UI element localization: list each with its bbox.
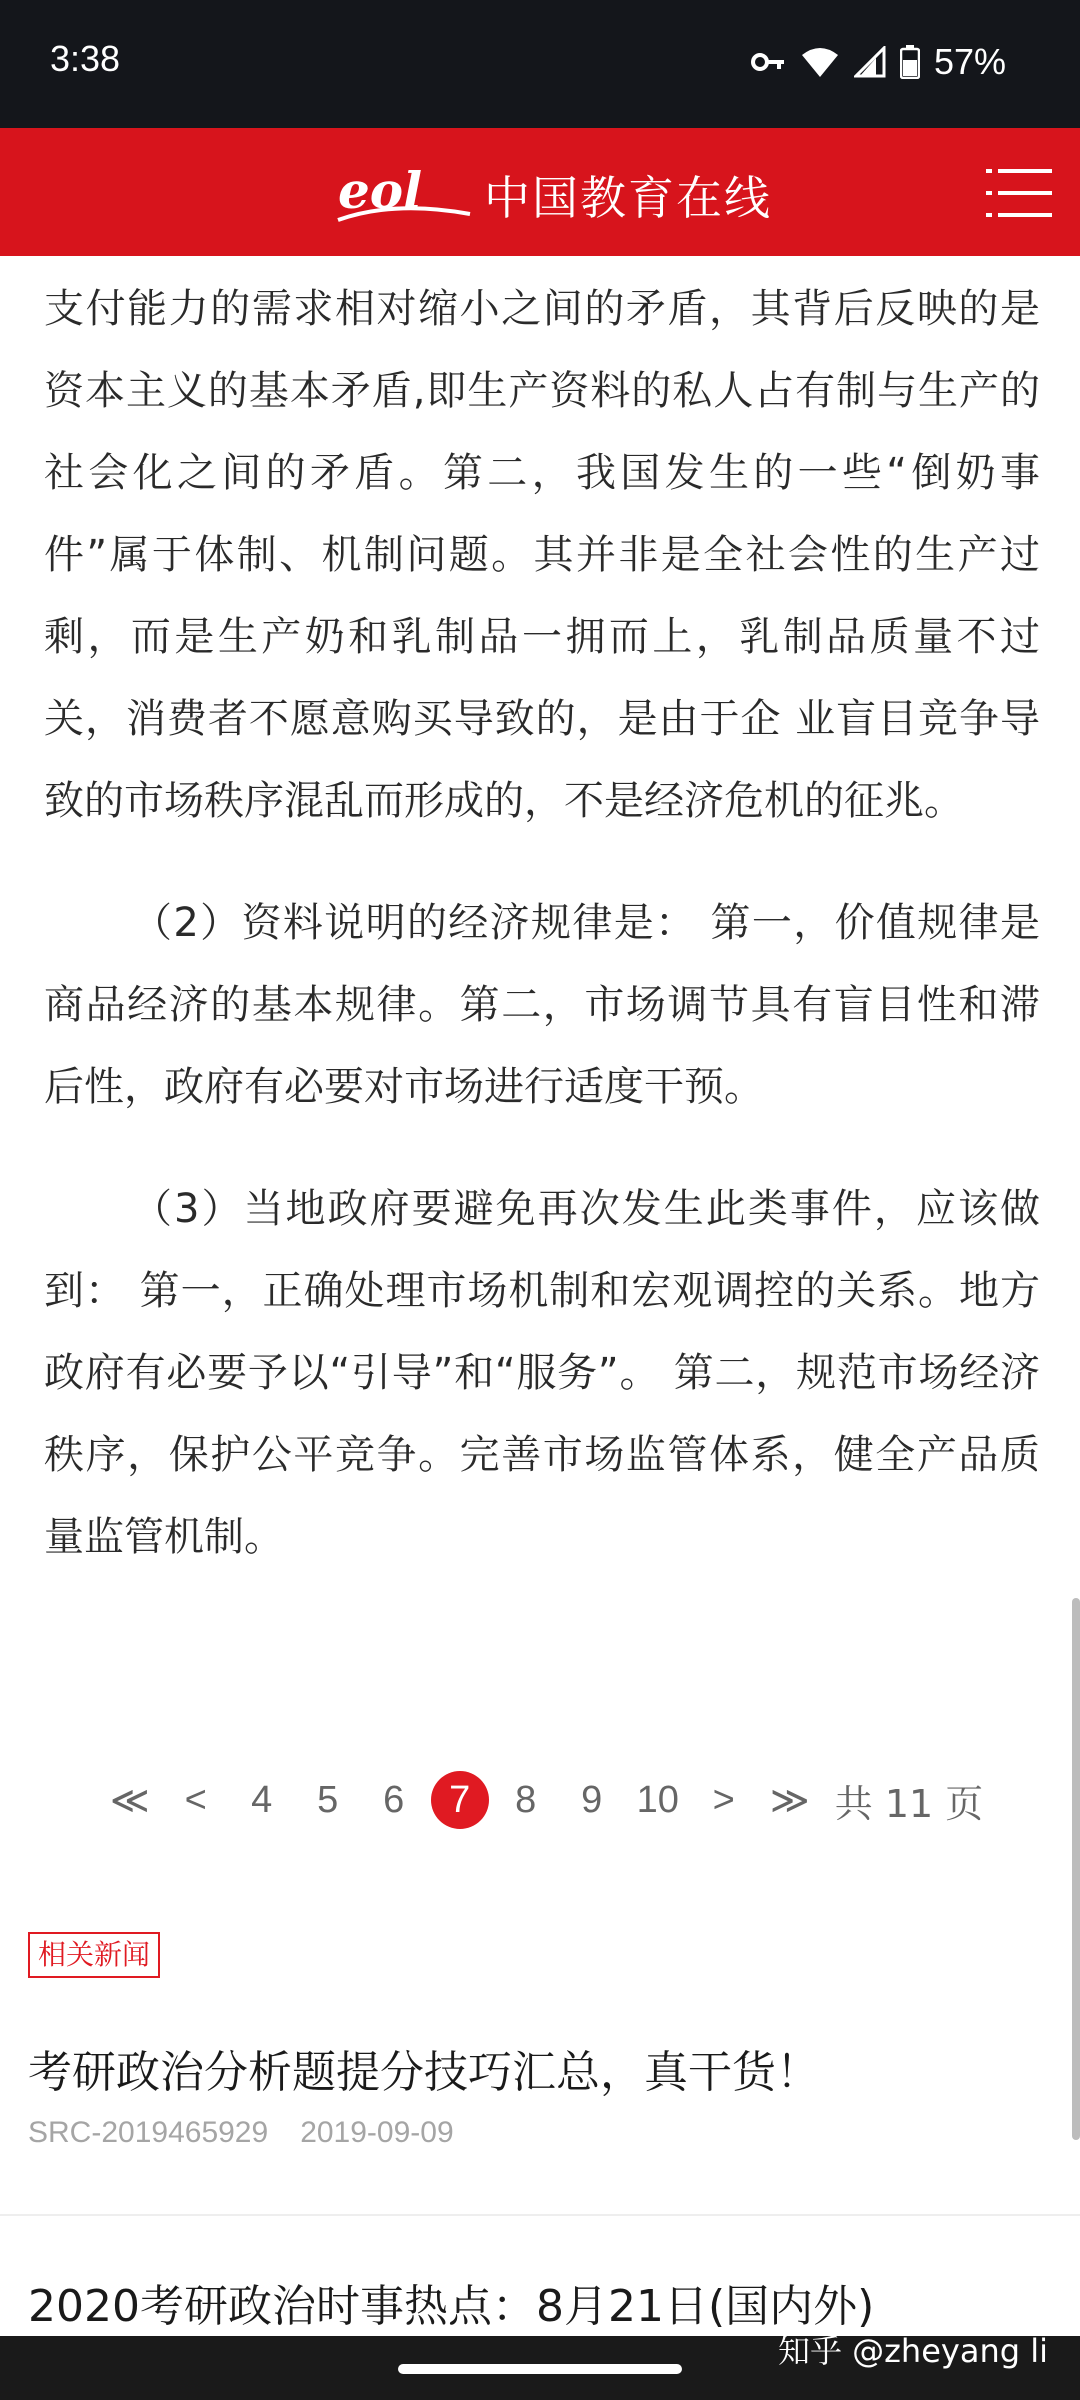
- cell-signal-icon: [854, 46, 886, 78]
- prev-page-button[interactable]: <: [184, 1778, 207, 1821]
- current-page[interactable]: 7: [431, 1771, 489, 1829]
- news-item[interactable]: [28, 2036, 1052, 2150]
- page-link[interactable]: 8: [515, 1778, 537, 1821]
- page-link[interactable]: 5: [317, 1778, 339, 1821]
- first-page-button[interactable]: ≪: [109, 1779, 150, 1822]
- news-title[interactable]: 考研政治分析题提分技巧汇总，真干货！: [28, 2047, 820, 2098]
- article-body: [44, 268, 1040, 1578]
- scrollbar[interactable]: [1072, 1598, 1080, 2140]
- news-date: 2019-09-09: [300, 2116, 454, 2149]
- svg-text:eol: eol: [338, 161, 423, 220]
- article-paragraph: 支付能力的需求相对缩小之间的矛盾，其背后反映的是资本主义的基本矛盾,即生产资料的私人占有制与生产的社会化之间的矛盾。第二，我国发生的一些“倒奶事件”属于体制、机制问题。其并非是全社会性的生产过 剩，而是生产奶和乳制品一拥而上，乳制品质量不过关，消费者不愿意购买导致的，是由于企 业盲目竞争导致的市场秩序混乱而形成的，不是经济危机的征兆。: [44, 286, 1040, 824]
- last-page-button[interactable]: ≫: [769, 1779, 810, 1822]
- divider: [0, 2214, 1080, 2216]
- eol-logo[interactable]: [334, 158, 474, 228]
- status-icons: [750, 38, 1006, 86]
- page-link[interactable]: 6: [383, 1778, 405, 1821]
- watermark: 知乎 @zheyang li: [777, 2332, 1048, 2370]
- battery-level: 57%: [933, 41, 1006, 82]
- news-source: SRC-2019465929: [28, 2116, 269, 2149]
- vpn-key-icon: [750, 50, 786, 74]
- news-title[interactable]: 2020考研政治时事热点：8月21日(国内外): [28, 2281, 875, 2332]
- article-paragraph: （3）当地政府要避免再次发生此类事件，应该做到： 第一，正确处理市场机制和宏观调控的关系。地方政府有必要予以“引导”和“服务”。 第二，规范市场经济秩序，保护公平竞争。完善市场监管体系，健全产品质量监管机制。: [44, 1186, 1040, 1560]
- wifi-icon: [800, 46, 840, 78]
- home-gesture-handle[interactable]: [398, 2364, 682, 2374]
- news-meta: [28, 2116, 1052, 2150]
- brand-name[interactable]: 中国教育在线: [484, 171, 772, 225]
- status-time: 3:38: [50, 38, 121, 79]
- menu-icon[interactable]: [986, 168, 1052, 218]
- status-bar: [0, 0, 1080, 128]
- pagination: [0, 1760, 1080, 1840]
- site-header: [0, 128, 1080, 256]
- news-item[interactable]: [28, 2270, 1052, 2334]
- page-link[interactable]: 10: [636, 1778, 679, 1821]
- next-page-button[interactable]: >: [712, 1778, 735, 1821]
- total-pages: 共 11 页: [834, 1781, 984, 1826]
- page-link[interactable]: 4: [251, 1778, 273, 1821]
- page-link[interactable]: 9: [581, 1778, 603, 1821]
- battery-icon: [900, 45, 920, 79]
- article-paragraph: （2）资料说明的经济规律是： 第一，价值规律是商品经济的基本规律。第二，市场调节具有盲目性和滞后性，政府有必要对市场进行适度干预。: [44, 900, 1040, 1110]
- related-news-tag: 相关新闻: [28, 1932, 160, 1978]
